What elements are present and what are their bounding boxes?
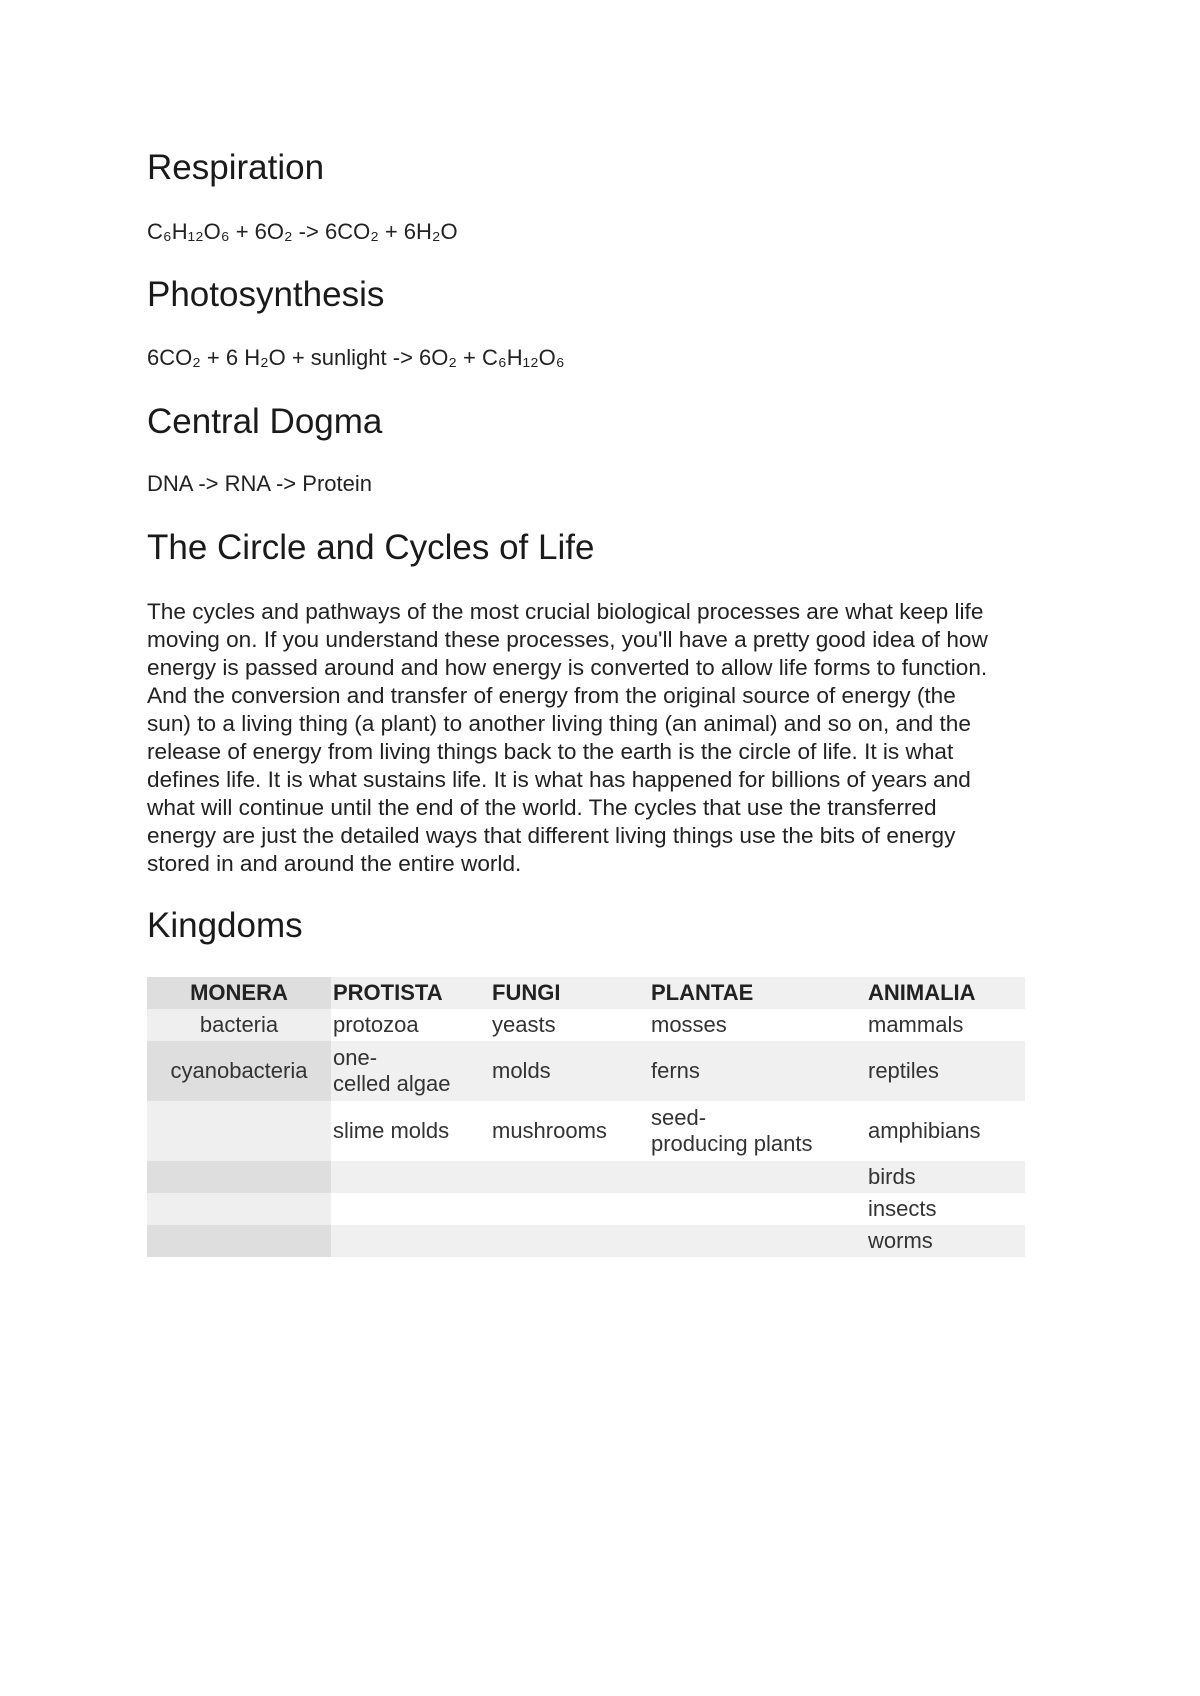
cell-fungi (490, 1225, 649, 1257)
cell-animalia: worms (866, 1225, 1025, 1257)
cell-protista: slime molds (331, 1101, 490, 1161)
cell-plantae: seed- producing plants (649, 1101, 866, 1161)
central-dogma-heading: Central Dogma (147, 402, 383, 441)
cell-animalia: mammals (866, 1009, 1025, 1041)
cell-animalia: reptiles (866, 1041, 1025, 1101)
cell-monera (147, 1161, 331, 1193)
table-row (147, 1193, 1025, 1225)
cell-protista (331, 1193, 490, 1225)
cell-fungi: mushrooms (490, 1101, 649, 1161)
cell-animalia: insects (866, 1193, 1025, 1225)
respiration-formula: C₆H₁₂O₆ + 6O₂ -> 6CO₂ + 6H₂O (147, 219, 458, 244)
cell-animalia: birds (866, 1161, 1025, 1193)
table-row (147, 1041, 1025, 1101)
cell-fungi (490, 1161, 649, 1193)
header-monera: MONERA (147, 977, 331, 1009)
cell-plantae: ferns (649, 1041, 866, 1101)
circle-of-life-heading: The Circle and Cycles of Life (147, 528, 595, 567)
photosynthesis-heading: Photosynthesis (147, 275, 385, 314)
photosynthesis-formula: 6CO₂ + 6 H₂O + sunlight -> 6O₂ + C₆H₁₂O₆ (147, 345, 565, 370)
cell-protista: protozoa (331, 1009, 490, 1041)
paragraph-line: energy is passed around and how energy is converted to allow life forms to function. (147, 655, 988, 680)
cell-protista (331, 1161, 490, 1193)
cell-monera: bacteria (147, 1009, 331, 1041)
paragraph-line: defines life. It is what sustains life. It is what has happened for billions of years and (147, 767, 971, 792)
kingdoms-heading: Kingdoms (147, 906, 303, 945)
cell-monera (147, 1101, 331, 1161)
cell-monera (147, 1225, 331, 1257)
paragraph-line: And the conversion and transfer of energy from the original source of energy (the (147, 683, 956, 708)
table-header-row (147, 977, 1025, 1009)
cell-plantae (649, 1193, 866, 1225)
table-row (147, 1101, 1025, 1161)
respiration-heading: Respiration (147, 148, 325, 187)
cell-plantae (649, 1225, 866, 1257)
paragraph-line: energy are just the detailed ways that different living things use the bits of energy (147, 823, 956, 848)
cell-fungi: molds (490, 1041, 649, 1101)
cell-protista (331, 1225, 490, 1257)
paragraph-line: The cycles and pathways of the most crucial biological processes are what keep life (147, 599, 984, 624)
cell-plantae: mosses (649, 1009, 866, 1041)
header-protista: PROTISTA (331, 977, 490, 1009)
cell-monera: cyanobacteria (147, 1041, 331, 1101)
header-plantae: PLANTAE (649, 977, 866, 1009)
paragraph-line: stored in and around the entire world. (147, 851, 522, 876)
cell-protista: one- celled algae (331, 1041, 490, 1101)
kingdoms-table (147, 977, 1025, 1257)
table-body (147, 1009, 1025, 1257)
cell-animalia: amphibians (866, 1101, 1025, 1161)
header-animalia: ANIMALIA (866, 977, 1025, 1009)
cell-fungi (490, 1193, 649, 1225)
cell-fungi: yeasts (490, 1009, 649, 1041)
paragraph-line: release of energy from living things back to the earth is the circle of life. It is what (147, 739, 954, 764)
header-fungi: FUNGI (490, 977, 649, 1009)
paragraph-line: what will continue until the end of the world. The cycles that use the transferred (147, 795, 937, 820)
circle-of-life-paragraph (147, 598, 1067, 878)
table-row (147, 1009, 1025, 1041)
paragraph-line: sun) to a living thing (a plant) to another living thing (an animal) and so on, and the (147, 711, 971, 736)
cell-monera (147, 1193, 331, 1225)
table-row (147, 1225, 1025, 1257)
central-dogma-formula: DNA -> RNA -> Protein (147, 471, 372, 496)
table-row (147, 1161, 1025, 1193)
paragraph-line: moving on. If you understand these processes, you'll have a pretty good idea of how (147, 627, 988, 652)
cell-plantae (649, 1161, 866, 1193)
